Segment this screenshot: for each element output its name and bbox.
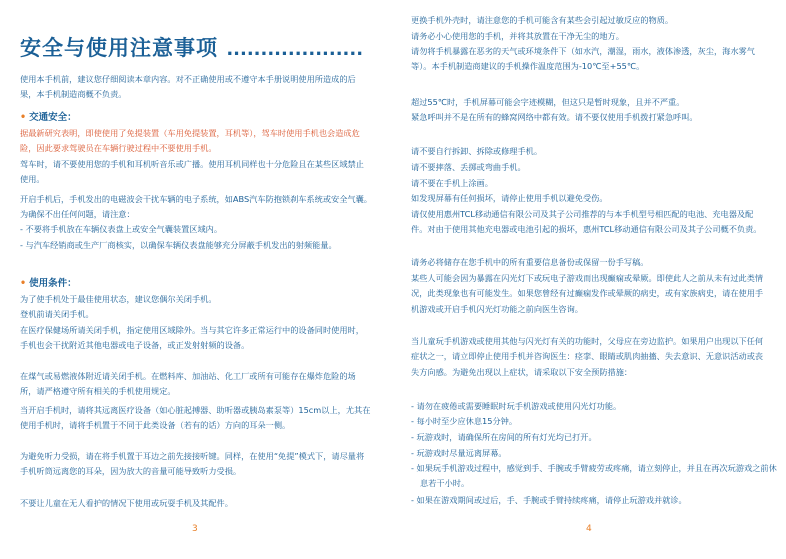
bullet-icon: • <box>20 112 27 123</box>
paragraph: 请不要自行拆卸、拆除或修理手机。 <box>411 146 543 156</box>
warning-paragraph: 据最新研究表明，即使使用了免提装置（车用免提装置，耳机等），驾车时使用手机也会造成危险，因此要求驾驶员在车辆行驶过程中不要使用手机。 <box>20 128 360 154</box>
list-item: - 每小时至少应休息15分钟。 <box>411 416 518 426</box>
paragraph: 当儿童玩手机游戏或使用其他与闪光灯有关的功能时，父母应在旁边监护。如果用户出现以下任何症状之一，请立即停止使用手机并咨询医生：痉挛、眼睛或肌肉抽搐、失去意识、无意识活动或丧失方向感。为避免出现以上症状，请采取以下安全预防措施： <box>411 336 764 377</box>
paragraph: 不要让儿童在无人看护的情况下使用或玩耍手机及其配件。 <box>20 498 233 508</box>
list-item: - 如果玩手机游戏过程中，感觉到手、手腕或手臂疲劳或疼痛，请立刻停止，并且在再次玩游戏之前休息若干小时。 <box>411 463 777 489</box>
paragraph: 请勿将手机暴露在恶劣的天气或环境条件下（如水汽，潮湿，雨水，液体渗透，灰尘，海水雾气等）。本手机制造商建议的手机操作温度范围为-10℃至+55℃。 <box>411 46 755 72</box>
list-item: - 如果在游戏期间或过后，手、手腕或手臂持续疼痛，请停止玩游戏并就诊。 <box>411 495 687 505</box>
section-heading-traffic: • 交通安全： <box>20 112 77 123</box>
paragraph: 请不要在手机上涂画。 <box>411 178 493 188</box>
paragraph: 请不要摔落、丢掷或弯曲手机。 <box>411 162 526 172</box>
page-title: 安全与使用注意事项 .................... <box>20 36 364 60</box>
list-item: - 玩游戏时尽量远离屏幕。 <box>411 448 507 458</box>
paragraph: 更换手机外壳时，请注意您的手机可能含有某些会引起过敏反应的物质。 <box>411 15 674 25</box>
list-item: - 不要将手机放在车辆仪表盘上或安全气囊装置区域内。 <box>20 224 223 234</box>
paragraph: 开启手机后，手机发出的电磁波会干扰车辆的电子系统，如ABS汽车防抱锁刹车系统或安全气囊。为确保不出任何问题，请注意： <box>20 194 372 220</box>
paragraph: 请仅使用惠州TCL移动通信有限公司及其子公司推荐的与本手机型号相匹配的电池、充电器及配件。对由于使用其他充电器或电池引起的损坏，惠州TCL移动通信有限公司及其子公司概不负责。 <box>411 209 762 235</box>
paragraph: 在煤气或易燃液体附近请关闭手机。在燃料库、加油站、化工厂或所有可能存在爆炸危险的场所，请严格遵守所有相关的手机使用规定。 <box>20 371 356 397</box>
paragraph: 紧急呼叫并不是在所有的蜂窝网络中都有效。请不要仅使用手机拨打紧急呼叫。 <box>411 112 698 122</box>
paragraph: 驾车时，请不要使用您的手机和耳机听音乐或广播。使用耳机同样也十分危险且在某些区域禁止使用。 <box>20 159 364 185</box>
section-heading-conditions: • 使用条件： <box>20 278 77 289</box>
page-number: 4 <box>586 524 592 534</box>
paragraph: 请务必将储存在您手机中的所有重要信息备份或保留一份手写稿。 <box>411 257 649 267</box>
paragraph: 为了使手机处于最佳使用状态，建议您偶尔关闭手机。 <box>20 294 217 304</box>
list-item: - 请勿在疲倦或需要睡眠时玩手机游戏或使用闪光灯功能。 <box>411 401 622 411</box>
list-item: - 与汽车经销商或生产厂商核实，以确保车辆仪表盘能够充分屏蔽手机发出的射频能量。 <box>20 240 337 250</box>
paragraph: 当开启手机时，请将其远离医疗设备（如心脏起搏器、助听器或胰岛素泵等）15cm以上，尤其在使用手机时，请将手机置于不同于此类设备（若有的话）方向的耳朵一侧。 <box>20 405 371 431</box>
paragraph: 在医疗保健场所请关闭手机，指定使用区域除外。当与其它许多正常运行中的设备同时使用时，手机也会干扰附近其他电器或电子设备，或正发射射频的设备。 <box>20 325 364 351</box>
bullet-icon: • <box>20 278 27 289</box>
paragraph: 请务必小心使用您的手机，并将其放置在干净无尘的地方。 <box>411 31 624 41</box>
paragraph: 超过55℃时，手机屏幕可能会字迹模糊，但这只是暂时现象，且并不严重。 <box>411 97 685 107</box>
paragraph: 如发现屏幕有任何损坏，请停止使用手机以避免受伤。 <box>411 193 608 203</box>
list-item: - 玩游戏时，请确保所在房间的所有灯光均已打开。 <box>411 432 597 442</box>
intro-paragraph: 使用本手机前，建议您仔细阅读本章内容。对不正确使用或不遵守本手册说明使用所造成的后果，本手机制造商概不负责。 <box>20 74 356 100</box>
paragraph: 为避免听力受损，请在将手机置于耳边之前先接接听键。同样，在使用“免提”模式下，请尽量将手机听筒远离您的耳朵，因为放大的音量可能导致听力受损。 <box>20 451 365 477</box>
paragraph: 登机前请关闭手机。 <box>20 309 94 319</box>
page-number: 3 <box>192 524 198 534</box>
paragraph: 某些人可能会因为暴露在闪光灯下或玩电子游戏而出现癫痫或晕厥。即使此人之前从未有过此类情况，此类现象也有可能发生。如果您曾经有过癫痫发作或晕厥的病史，或有家族病史，请在使用手机游戏或开启手机闪光灯功能之前向医生咨询。 <box>411 273 764 314</box>
